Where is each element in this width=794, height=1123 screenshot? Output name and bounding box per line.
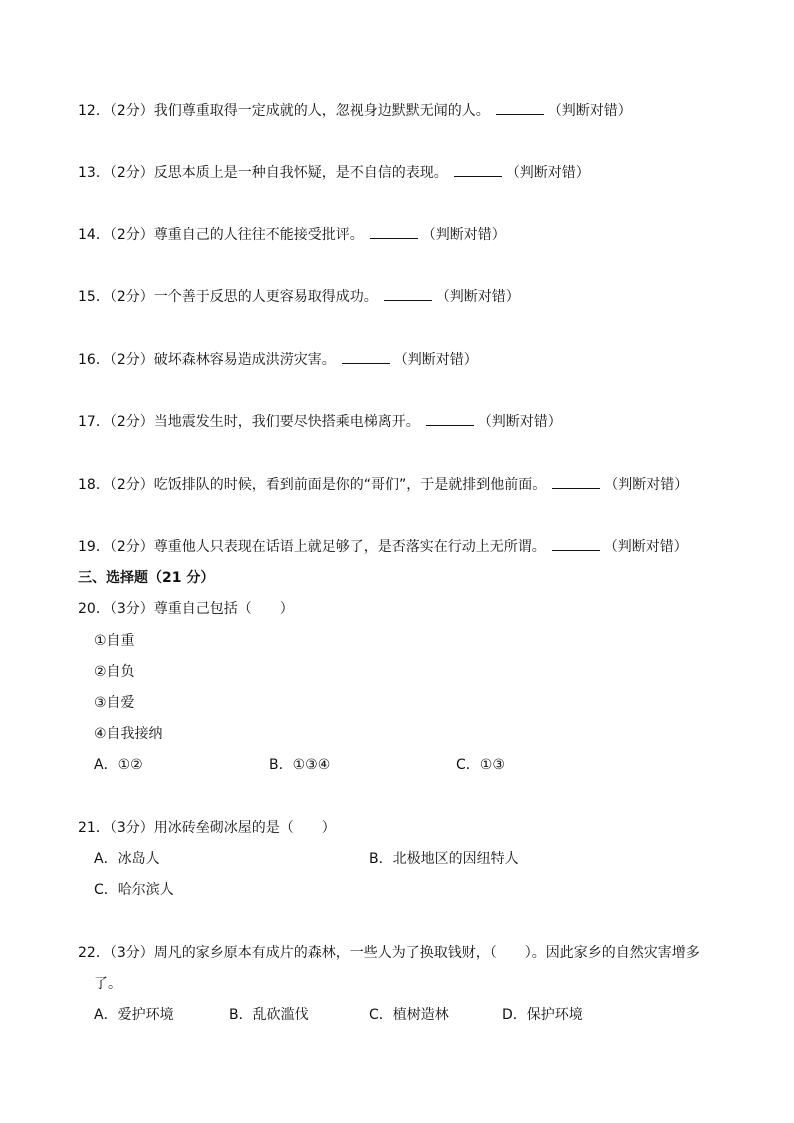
question-text: 当地震发生时，我们要尽快搭乘电梯离开。 (153, 414, 420, 430)
answer-blank[interactable] (384, 287, 432, 301)
question-suffix: （判断对错） (435, 289, 520, 305)
question-score: （2分） (109, 414, 154, 430)
question-22-stem-line2: 了。 (94, 976, 122, 992)
question-score: （2分） (109, 227, 154, 243)
question-text: 尊重他人只表现在话语上就足够了，是否落实在行动上无所谓。 (153, 539, 546, 555)
question-score: （2分） (109, 165, 154, 181)
q20-option-c[interactable]: C．①③ (456, 757, 505, 773)
question-score: （2分） (109, 352, 154, 368)
question-score: （2分） (109, 539, 154, 555)
q20-item-3: ③自爱 (94, 695, 135, 711)
q22-option-a[interactable]: A．爱护环境 (94, 1007, 174, 1023)
question-suffix: （判断对错） (477, 414, 562, 430)
question-number: 18． (78, 477, 110, 493)
question-score: （2分） (109, 103, 154, 119)
section-title-choice: 三、选择题（21 分） (78, 570, 215, 586)
answer-blank[interactable] (454, 163, 502, 177)
answer-blank[interactable] (552, 537, 600, 551)
question-text: 吃饭排队的时候，看到前面是你的“哥们”，于是就排到他前面。 (153, 477, 547, 493)
q20-item-2: ②自负 (94, 664, 135, 680)
question-18 (78, 475, 688, 495)
question-suffix: （判断对错） (547, 103, 632, 119)
question-13 (78, 163, 590, 183)
question-number: 14． (78, 227, 110, 243)
question-text: 破坏森林容易造成洪涝灾害。 (153, 352, 336, 368)
q22-option-b[interactable]: B．乱砍滥伐 (229, 1007, 309, 1023)
question-number: 16． (78, 352, 110, 368)
question-number: 17． (78, 414, 110, 430)
question-score: （2分） (109, 477, 154, 493)
answer-blank[interactable] (370, 225, 418, 239)
q20-item-4: ④自我接纳 (94, 726, 163, 742)
question-score: （2分） (109, 289, 154, 305)
q21-option-a[interactable]: A．冰岛人 (94, 851, 160, 867)
question-number: 15． (78, 289, 110, 305)
q20-option-b[interactable]: B．①③④ (269, 757, 331, 773)
question-suffix: （判断对错） (603, 539, 688, 555)
question-number: 12． (78, 103, 110, 119)
q21-option-b[interactable]: B．北极地区的因纽特人 (369, 851, 519, 867)
answer-blank[interactable] (342, 350, 390, 364)
question-16 (78, 350, 478, 370)
answer-blank[interactable] (426, 412, 474, 426)
answer-blank[interactable] (552, 475, 600, 489)
question-number: 13． (78, 165, 110, 181)
question-number: 19． (78, 539, 110, 555)
q22-option-d[interactable]: D．保护环境 (502, 1007, 583, 1023)
question-17 (78, 412, 562, 432)
q21-option-c[interactable]: C．哈尔滨人 (94, 882, 174, 898)
question-19 (78, 537, 688, 557)
question-20-stem: 20．（3分）尊重自己包括（ ） (78, 601, 294, 617)
question-text: 我们尊重取得一定成就的人，忽视身边默默无闻的人。 (153, 103, 490, 119)
question-21-stem: 21．（3分）用冰砖垒砌冰屋的是（ ） (78, 820, 336, 836)
question-text: 反思本质上是一种自我怀疑，是不自信的表现。 (153, 165, 448, 181)
q20-item-1: ①自重 (94, 633, 135, 649)
question-text: 一个善于反思的人更容易取得成功。 (153, 289, 378, 305)
question-suffix: （判断对错） (505, 165, 590, 181)
question-suffix: （判断对错） (421, 227, 506, 243)
question-12 (78, 101, 632, 121)
question-22-stem-line1: 22．（3分）周凡的家乡原本有成片的森林，一些人为了换取钱财，（ ）。因此家乡的自然灾害增多 (78, 945, 700, 961)
question-15 (78, 287, 520, 307)
question-suffix: （判断对错） (393, 352, 478, 368)
q22-option-c[interactable]: C．植树造林 (369, 1007, 449, 1023)
answer-blank[interactable] (496, 101, 544, 115)
question-suffix: （判断对错） (604, 477, 689, 493)
question-text: 尊重自己的人往往不能接受批评。 (153, 227, 364, 243)
q20-option-a[interactable]: A．①② (94, 757, 143, 773)
question-14 (78, 225, 506, 245)
